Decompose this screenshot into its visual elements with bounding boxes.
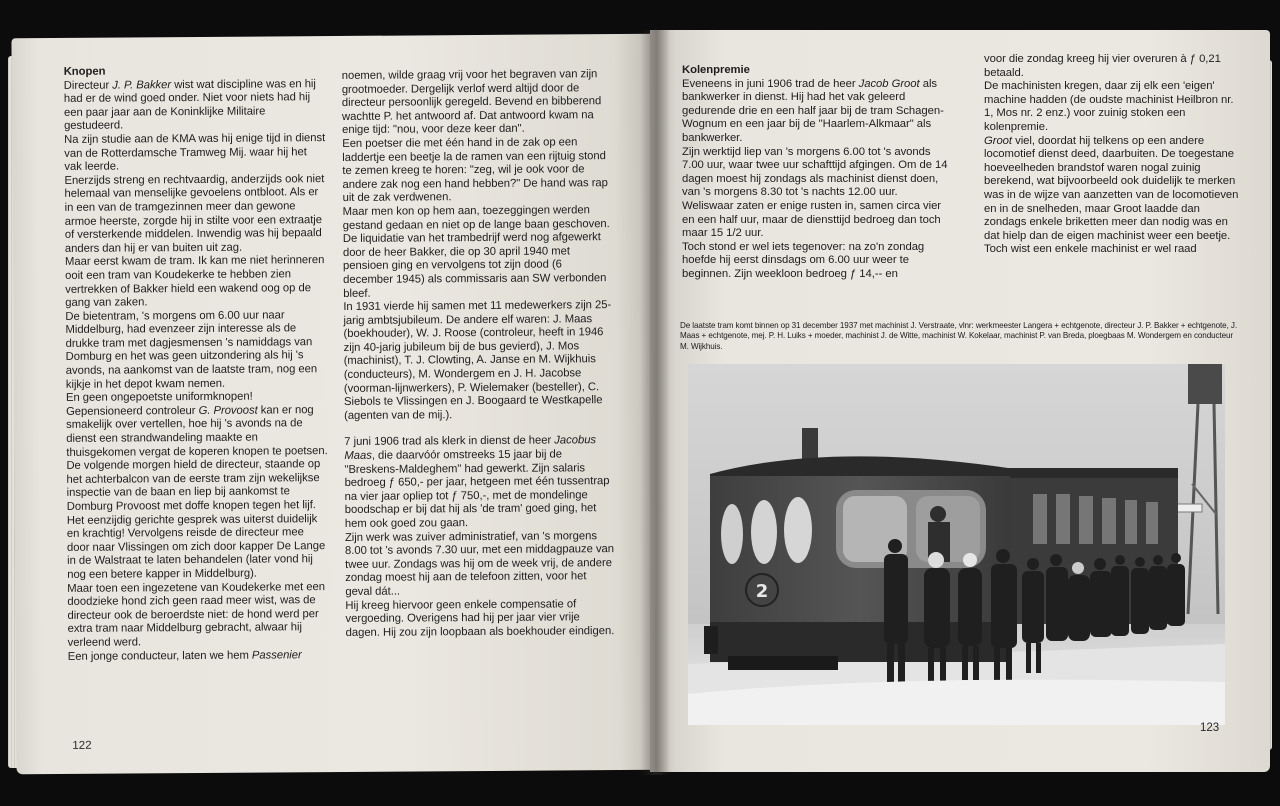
- paragraph: Zijn werk was zuiver administratief, van 's morgens 8.00 tot 's avonds 7.30 uur, met een middagpauze van twee uur. Zondags was hij om de week vrij, de andere zondag moest hij aan de telefoon zitten, voor het geval dát...: [344, 529, 615, 598]
- paragraph: De bietentram, 's morgens om 6.00 uur naar Middelburg, had evenzeer zijn interesse als de drukke tram met dagjesmensen 's namiddags van Domburg en het was geen uitzondering als hij 's avonds, na aankomst van de laatste tram, nog een kijkje in het depot kwam nemen.: [65, 309, 318, 391]
- paragraph: [344, 435, 615, 532]
- paragraph: [64, 78, 326, 134]
- paragraph-text: En geen ongepoetste uniformknopen! Gepensioneerd controleur: [65, 390, 253, 418]
- paragraph: noemen, wilde graag vrij voor het begraven van zijn grootmoeder. Dergelijk verlof werd altijd door de directeur persoonlijk geregeld. Bevend en bibberend wachtte P. het antwoord af. Dat antwoord kwam na enige tijd: "nou, voor deze keer dan".: [341, 68, 602, 137]
- paragraph: Maar eerst kwam de tram. Ik kan me niet herinneren ooit een tram van Koudekerke te hebben zien vertrekken of Bakker hield een wakend oog op de gang van zaken.: [64, 254, 325, 309]
- book-gutter: [640, 30, 670, 775]
- right-page-column-2: [984, 53, 1240, 257]
- paragraph: Een poetser die met één hand in de zak op een laddertje een beetje la de ramen van een rijtuig stond te zemen kreeg te horen: "zeg, wil je ook voor de andere zak nog een hand hebben?" De hand was rap uit de zak verdwenen.: [342, 136, 608, 205]
- left-page: [11, 34, 664, 775]
- paragraph: Hij kreeg hiervoor geen enkele compensatie of vergoeding. Overigens had hij per jaar vier vrije dagen. Hij zou zijn loopbaan als boekhouder eindigen.: [345, 597, 615, 639]
- locomotive-number: 2: [755, 581, 769, 602]
- tram-photo-image: [688, 364, 1225, 725]
- paragraph: [984, 135, 1240, 244]
- left-page-column-2: [342, 68, 616, 640]
- paragraph-text: Eveneens in juni 1906 trad de heer: [682, 77, 859, 90]
- tram-photo: [688, 364, 1225, 725]
- paragraph-text: 7 juni 1906 trad als klerk in dienst de heer: [344, 434, 555, 449]
- paragraph-text: als bankwerker in dienst. Hij had het vak geleerd gedurende drie en een half jaar bij de tram Schagen-Wognum en een jaar bij de "Haarlem-Alkmaar" als bankwerker.: [682, 77, 944, 144]
- paragraph-text: Een jonge conducteur, laten we hem: [67, 649, 252, 663]
- paragraph: Zijn werktijd liep van 's morgens 6.00 tot 's avonds 7.00 uur, waar twee uur schafttijd afgingen. Om de 14 dagen moest hij zondags als machinist dienst doen, van 's morgens 8.30 tot 's nachts 12.00 uur. Weliswaar zaten er enige rusten in, samen circa vier en een half uur, maar de diensttijd bedroeg dan toch maar 15 1/2 uur.: [682, 145, 948, 240]
- paragraph: Enerzijds streng en rechtvaardig, anderzijds ook niet helemaal van menselijke gevoelens ontbloot. Als er in een van de tramgezinnen meer dan gewone armoe heerste, zorgde hij in stilte voor een extraatje of versterkende middelen. Inwendig was hij bepaald anders dan hij er van buiten uit zag.: [64, 172, 325, 255]
- italic-name: Jacob Groot: [858, 77, 920, 90]
- paragraph: In 1931 vierde hij samen met 11 medewerkers zijn 25-jarig ambtsjubileum. De andere elf waren: J. Maas (boekhouder), W. J. Roose (controleur, heeft in 1946 zijn 40-jarig jubileum bij de bus gevierd), J. Mos (machinist), T. J. Clowting, A. Janse en M. Wijkhuis (conducteurs), M. Wondergem en J. H. Jacobse (voorman-lijnwerkers), P. Wielemaker (besteller), C. Siebols te Vlissingen en J. Boogaard te Westkapelle (agenten van de mij.).: [343, 299, 612, 422]
- paragraph-text: wist wat discipline was en hij had er de wind goed onder. Niet voor niets had hij een paar jaar aan de Koninklijke Militaire gestudeerd.: [63, 77, 316, 133]
- paragraph: De machinisten kregen, daar zij elk een 'eigen' machine hadden (de oudste machinist Heilbron nr. 1, Mos nr. 2 enz.) voor zuinig stoken een kolenpremie.: [984, 80, 1234, 133]
- section-heading: Kolenpremie: [682, 64, 750, 76]
- paragraph-text: kan er nog smakelijk over vertellen, hoe hij 's avonds na de dienst een strandwandeling maakte en thuisgekomen vergat de koperen knopen te poetsen. De volgende morgen hield de directeur, staande op het achterbalcon van de eerste tram zijn wekelijkse inspectie van de baan en liep bij aankomst te Domburg Provoost met doffe knopen tegen het lijf. Het eenzijdig gerichte gesprek was uiterst duidelijk en krachtig! Vervolgens reisde de directeur mee door naar Vlissingen om zich door kapper De Lange in de Walstraat te laten behandelen (later vond hij nog een betere kapper in Middelburg).: [66, 404, 328, 581]
- paragraph: De liquidatie van het trambedrijf werd nog afgewerkt door de heer Bakker, die op 30 april 1940 met pensioen ging en vervolgens tot zijn dood (6 december 1945) als commissaris aan SW verbonden bleef.: [342, 231, 607, 300]
- paragraph: Toch wist een enkele machinist er wel raad: [984, 243, 1197, 256]
- italic-name: Passenier: [251, 648, 302, 662]
- paragraph-text: viel, doordat hij telkens op een andere locomotief dienst deed, daarbuiten. De toegestane hoeveelheden brandstof waren nogal zuinig berekend, wat bijvoorbeeld ook duidelijk te merken was in de wijze van aanzetten van de locomotieven en in de snelheden, maar Groot laadde dan zondags enkele briketten meer dan nodig was en dat hielp dan de eigen machinist weer een beetje.: [984, 134, 1239, 242]
- paragraph: [682, 78, 950, 146]
- left-page-column-1: [64, 64, 330, 664]
- paragraph: [68, 649, 330, 664]
- paragraph: voor die zondag kreeg hij vier overuren à ƒ 0,21 betaald.: [984, 53, 1221, 79]
- italic-name: J. P. Bakker: [112, 78, 172, 92]
- page-number-right: 123: [1200, 722, 1220, 734]
- paragraph: Maar toen een ingezetene van Koudekerke met een doodzieke hond zich geen raad meer wist, was de directeur ook de beroerdste niet: de hond werd per extra tram naar Middelburg gebracht, alwaar hij verleend werd.: [67, 580, 325, 649]
- italic-name: G. Provoost: [198, 404, 258, 417]
- paragraph: Maar men kon op hem aan, toezeggingen werden gestand gedaan en niet op de lange baan geschoven.: [342, 204, 610, 232]
- italic-name: Groot: [984, 134, 1013, 147]
- page-number-left: 122: [72, 739, 92, 752]
- right-page-column-1: [682, 64, 950, 282]
- italic-name: Jacobus Maas: [344, 434, 597, 462]
- photo-caption: De laatste tram komt binnen op 31 december 1937 met machinist J. Verstraate, vlnr: werkmeester Langera + echtgenote, directeur J. P. Bakker + echtgenote, J. Maas + echtgenote, mej. P. H. Luiks + moeder, machinist J. de Witte, machinist W. Kokelaar, machinist P. van Breda, ploegbaas M. Wondergem en conducteur M. Wijkhuis.: [680, 321, 1237, 351]
- paragraph-text: , die daarvóór omstreeks 15 jaar bij de "Breskens-Maldeghem" had gewerkt. Zijn salaris bedroeg ƒ 650,- per jaar, hetgeen met één tussentrap na vier jaar opliep tot ƒ 750,-, met de mondelinge boodschap er bij dat hij als 'de tram' goed ging, het hem ook goed zou gaan.: [344, 448, 610, 530]
- right-page: [650, 30, 1270, 772]
- paragraph: Na zijn studie aan de KMA was hij enige tijd in dienst van de Rotterdamsche Tramweg Mij. waar hij het vak leerde.: [64, 132, 326, 174]
- paragraph-text: Directeur: [63, 79, 113, 92]
- section-heading: Knopen: [63, 65, 106, 78]
- paragraph: [66, 390, 329, 582]
- paragraph: Toch stond er wel iets tegenover: na zo'n zondag hoefde hij eerst dinsdags om 6.00 uur weer te beginnen. Zijn weekloon bedroeg ƒ 14,-- en: [682, 240, 925, 280]
